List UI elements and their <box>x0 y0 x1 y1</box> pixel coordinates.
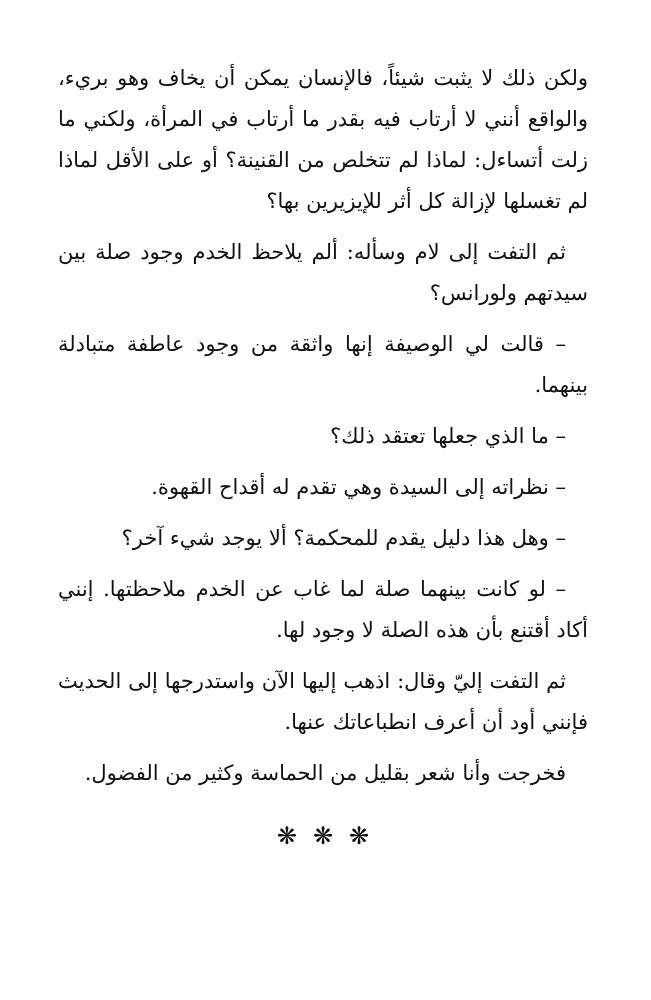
paragraph-7: – لو كانت بينهما صلة لما غاب عن الخدم ملاحظتها. إنني أكاد أقتنع بأن هذه الصلة لا وجود لها. <box>58 577 588 642</box>
paragraph-1: ولكن ذلك لا يثبت شيئاً، فالإنسان يمكن أن يخاف وهو بريء، والواقع أنني لا أرتاب فيه بقدر ما أرتاب في المرأة، ولكني ما زلت أتساءل: لماذا لم تتخلص من القنينة؟ أو على الأقل لماذا لم تغسلها لإزالة كل أثر للإيزيرين بها؟ <box>58 66 588 213</box>
paragraph-3: – قالت لي الوصيفة إنها واثقة من وجود عاطفة متبادلة بينهما. <box>58 332 588 397</box>
paragraph-8: ثم التفت إليّ وقال: اذهب إليها الآن واستدرجها إلى الحديث فإنني أود أن أعرف انطباعاتك عنها. <box>58 669 588 734</box>
paragraph-2: ثم التفت إلى لام وسأله: ألم يلاحظ الخدم وجود صلة بين سيدتهم ولورانس؟ <box>58 240 588 305</box>
section-separator: ❋❋❋ <box>276 822 386 850</box>
paragraph-5: – نظراته إلى السيدة وهي تقدم له أقداح القهوة. <box>151 475 566 499</box>
page-body <box>58 58 588 857</box>
paragraph-6: – وهل هذا دليل يقدم للمحكمة؟ ألا يوجد شيء آخر؟ <box>121 526 566 550</box>
paragraph-4: – ما الذي جعلها تعتقد ذلك؟ <box>330 424 566 448</box>
paragraph-9: فخرجت وأنا شعر بقليل من الحماسة وكثير من الفضول. <box>84 761 566 785</box>
